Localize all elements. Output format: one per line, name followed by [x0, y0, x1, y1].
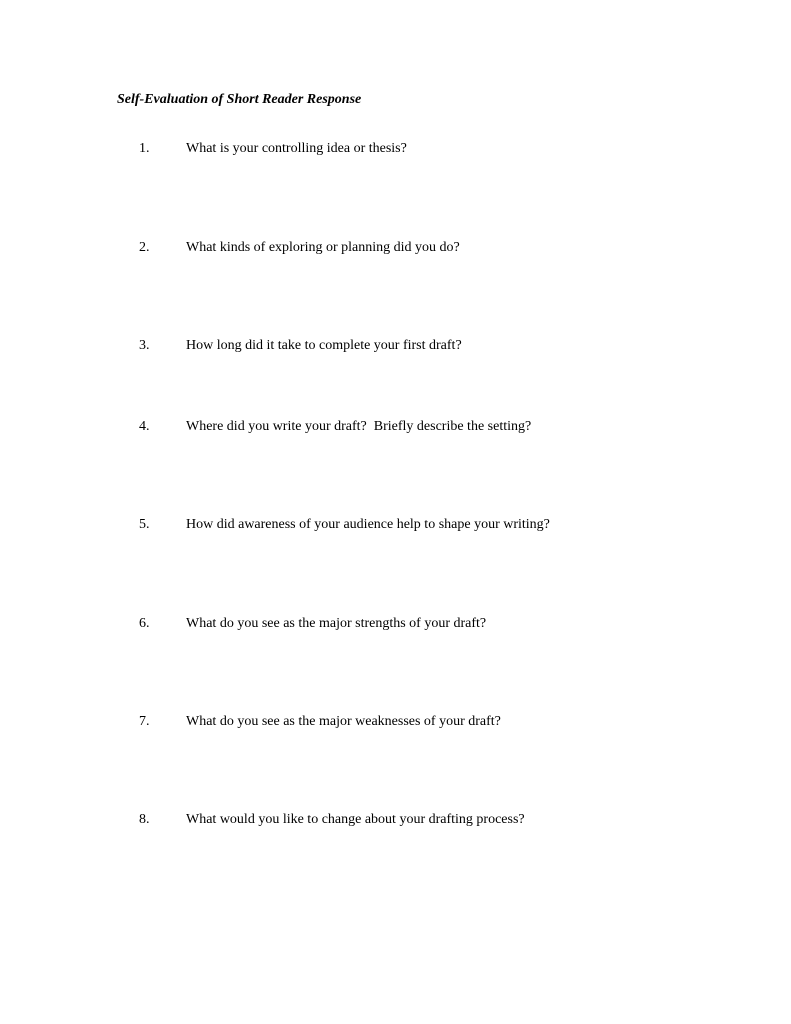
question-text: Where did you write your draft? Briefly describe the setting? — [186, 419, 532, 434]
question-number: 7. — [139, 714, 150, 729]
question-item — [0, 419, 791, 439]
question-item — [0, 812, 791, 832]
question-text: What is your controlling idea or thesis? — [186, 141, 407, 156]
question-number: 1. — [139, 141, 150, 156]
question-item — [0, 240, 791, 260]
question-item — [0, 517, 791, 537]
question-item — [0, 616, 791, 636]
question-item — [0, 714, 791, 734]
question-text: What kinds of exploring or planning did you do? — [186, 240, 460, 255]
question-number: 5. — [139, 517, 150, 532]
question-number: 2. — [139, 240, 150, 255]
question-text: What would you like to change about your drafting process? — [186, 812, 525, 827]
question-text: How did awareness of your audience help to shape your writing? — [186, 517, 550, 532]
question-number: 3. — [139, 338, 150, 353]
question-item — [0, 338, 791, 358]
question-item — [0, 141, 791, 161]
question-text: How long did it take to complete your first draft? — [186, 338, 462, 353]
document-title: Self-Evaluation of Short Reader Response — [117, 92, 362, 107]
question-number: 8. — [139, 812, 150, 827]
question-number: 6. — [139, 616, 150, 631]
question-text: What do you see as the major weaknesses of your draft? — [186, 714, 501, 729]
question-number: 4. — [139, 419, 150, 434]
question-text: What do you see as the major strengths of your draft? — [186, 616, 487, 631]
